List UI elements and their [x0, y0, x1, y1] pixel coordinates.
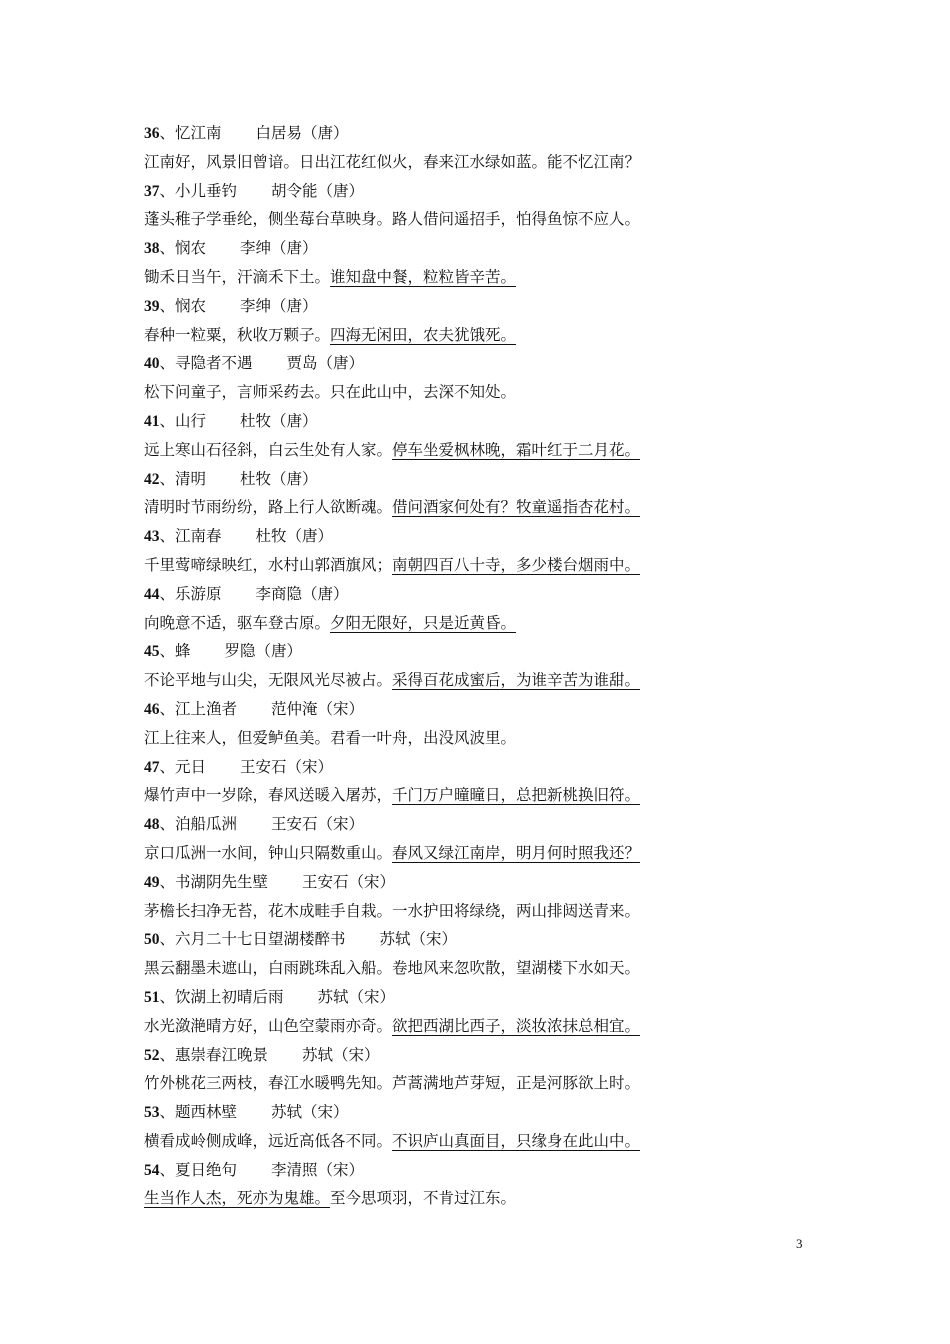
poem-text-plain: 京口瓜洲一水间，钟山只隔数重山。	[144, 843, 393, 862]
poem-text	[144, 1184, 844, 1213]
poem-text-plain: 蓬头稚子学垂纶，侧坐莓台草映身。路人借问遥招手，怕得鱼惊不应人。	[144, 210, 641, 229]
poem-heading	[144, 1156, 844, 1185]
poem-heading	[144, 925, 844, 954]
poem-text-plain: 水光潋滟晴方好，山色空蒙雨亦奇。	[144, 1016, 393, 1035]
poem-heading	[144, 753, 844, 782]
poem-text-plain: 春种一粒粟，秋收万颗子。	[144, 325, 331, 344]
poem-title: 、小儿垂钓	[159, 181, 238, 200]
poem-heading	[144, 349, 844, 378]
poem-text	[144, 1127, 844, 1156]
poem-author: 苏轼（宋）	[302, 1045, 380, 1064]
poem-text	[144, 839, 844, 868]
poem-list	[144, 119, 844, 1213]
poem-title: 、夏日绝句	[159, 1160, 238, 1179]
poem-text-underlined: 千门万户曈曈日，总把新桃换旧符。	[392, 786, 641, 805]
poem-number: 43	[144, 528, 160, 546]
poem-text	[144, 436, 844, 465]
poem-heading	[144, 580, 844, 609]
poem-title: 、题西林壁	[159, 1103, 238, 1122]
poem-number: 51	[144, 988, 160, 1006]
poem-text-underlined: 停车坐爱枫林晚，霜叶红于二月花。	[392, 440, 641, 459]
poem-heading	[144, 637, 844, 666]
poem-title: 、元日	[159, 757, 207, 776]
poem-text-underlined: 欲把西湖比西子，淡妆浓抹总相宜。	[392, 1016, 641, 1035]
poem-text-plain: 向晚意不适，驱车登古原。	[144, 613, 331, 632]
poem-title: 、江上渔者	[159, 699, 238, 718]
poem-author: 王安石（宋）	[271, 815, 365, 834]
poem-title: 、惠崇春江晚景	[159, 1045, 269, 1064]
poem-text	[144, 148, 844, 177]
poem-author: 李清照（宋）	[271, 1160, 365, 1179]
poem-title: 、山行	[159, 411, 207, 430]
poem-author: 苏轼（宋）	[317, 987, 396, 1006]
poem-heading	[144, 1098, 844, 1127]
poem-author: 苏轼（宋）	[271, 1103, 349, 1122]
poem-number: 53	[144, 1104, 160, 1122]
poem-number: 41	[144, 412, 160, 430]
poem-number: 48	[144, 816, 160, 834]
poem-title: 、忆江南	[159, 124, 222, 142]
poem-number: 39	[144, 297, 160, 315]
poem-author: 白居易（唐）	[255, 124, 349, 142]
poem-number: 36	[144, 125, 160, 142]
poem-author: 胡令能（唐）	[271, 181, 365, 200]
poem-heading	[144, 119, 844, 148]
poem-text-tail: 至今思项羽，不肯过江东。	[330, 1189, 517, 1208]
poem-text	[144, 724, 844, 753]
poem-heading	[144, 177, 844, 206]
poem-number: 46	[144, 700, 160, 718]
poem-author: 贾岛（唐）	[286, 354, 365, 373]
poem-number: 50	[144, 931, 160, 949]
poem-author: 王安石（宋）	[240, 757, 334, 776]
poem-text-plain: 竹外桃花三两枝，春江水暖鸭先知。芦蒿满地芦芽短，正是河豚欲上时。	[144, 1074, 641, 1093]
poem-text-plain: 江上往来人，但爱鲈鱼美。君看一叶舟，出没风波里。	[144, 728, 517, 747]
poem-text-underlined: 采得百花成蜜后，为谁辛苦为谁甜。	[392, 671, 641, 690]
poem-title: 、饮湖上初晴后雨	[159, 987, 284, 1006]
poem-text-plain: 松下问童子，言师采药去。只在此山中，去深不知处。	[144, 383, 517, 402]
poem-author: 罗隐（唐）	[224, 642, 303, 661]
poem-text-plain: 千里莺啼绿映红，水村山郭酒旗风；	[144, 555, 393, 574]
poem-text-plain: 锄禾日当午，汗滴禾下土。	[144, 267, 331, 286]
poem-text	[144, 205, 844, 234]
poem-heading	[144, 810, 844, 839]
poem-number: 37	[144, 182, 160, 200]
poem-number: 44	[144, 585, 160, 603]
poem-author: 杜牧（唐）	[240, 411, 318, 430]
poem-text	[144, 1069, 844, 1098]
poem-author: 苏轼（宋）	[379, 930, 458, 949]
poem-text	[144, 666, 844, 695]
poem-title: 、蜂	[159, 642, 191, 661]
poem-author: 王安石（宋）	[302, 872, 396, 891]
poem-text-underlined: 夕阳无限好，只是近黄昏。	[330, 613, 517, 632]
poem-text-underlined: 不识庐山真面目，只缘身在此山中。	[392, 1131, 641, 1150]
poem-number: 40	[144, 355, 160, 373]
poem-heading	[144, 465, 844, 494]
poem-text	[144, 1012, 844, 1041]
poem-number: 47	[144, 758, 160, 776]
poem-heading	[144, 1041, 844, 1070]
poem-text-plain: 江南好，风景旧曾谙。日出江花红似火，春来江水绿如蓝。能不忆江南？	[144, 152, 641, 171]
poem-title: 、悯农	[159, 296, 207, 315]
poem-text-plain: 不论平地与山尖，无限风光尽被占。	[144, 671, 393, 690]
poem-text	[144, 321, 844, 350]
poem-text	[144, 781, 844, 810]
poem-heading	[144, 234, 844, 263]
poem-number: 42	[144, 470, 160, 488]
poem-heading	[144, 868, 844, 897]
poem-text-underlined: 借问酒家何处有？牧童遥指杏花村。	[392, 498, 641, 517]
poem-title: 、江南春	[159, 527, 222, 546]
poem-heading	[144, 522, 844, 551]
poem-heading	[144, 407, 844, 436]
poem-author: 李绅（唐）	[240, 239, 318, 258]
poem-text-plain: 远上寒山石径斜，白云生处有人家。	[144, 440, 393, 459]
poem-number: 45	[144, 643, 160, 661]
poem-title: 、泊船瓜洲	[159, 815, 238, 834]
poem-text-plain: 清明时节雨纷纷，路上行人欲断魂。	[144, 498, 393, 517]
poem-title: 、六月二十七日望湖楼醉书	[159, 930, 346, 949]
poem-text-underlined: 南朝四百八十寺，多少楼台烟雨中。	[392, 555, 641, 574]
poem-text-plain: 爆竹声中一岁除，春风送暖入屠苏，	[144, 786, 393, 805]
poem-heading	[144, 292, 844, 321]
poem-number: 54	[144, 1161, 160, 1179]
poem-text	[144, 263, 844, 292]
poem-heading	[144, 695, 844, 724]
poem-title: 、悯农	[159, 239, 207, 258]
poem-author: 杜牧（唐）	[255, 527, 334, 546]
poem-text-underlined: 春风又绿江南岸，明月何时照我还？	[392, 843, 641, 862]
poem-text-plain: 黑云翻墨未遮山，白雨跳珠乱入船。卷地风来忽吹散，望湖楼下水如天。	[144, 959, 641, 978]
poem-title: 、乐游原	[159, 584, 222, 603]
page-number: 3	[796, 1236, 803, 1251]
poem-text	[144, 609, 844, 638]
poem-author: 范仲淹（宋）	[271, 699, 365, 718]
poem-number: 49	[144, 873, 160, 891]
poem-author: 李绅（唐）	[240, 296, 318, 315]
poem-text-underlined: 四海无闲田，农夫犹饿死。	[330, 325, 517, 344]
poem-heading	[144, 983, 844, 1012]
poem-text-underlined: 谁知盘中餐，粒粒皆辛苦。	[330, 267, 517, 286]
poem-text	[144, 954, 844, 983]
poem-title: 、寻隐者不遇	[159, 354, 253, 373]
poem-text-plain: 横看成岭侧成峰，远近高低各不同。	[144, 1131, 393, 1150]
poem-author: 李商隐（唐）	[255, 584, 349, 603]
poem-title: 、清明	[159, 469, 207, 488]
poem-author: 杜牧（唐）	[240, 469, 318, 488]
poem-number: 52	[144, 1046, 160, 1064]
poem-text	[144, 897, 844, 926]
poem-text-plain: 茅檐长扫净无苔，花木成畦手自栽。一水护田将绿绕，两山排闼送青来。	[144, 901, 641, 920]
poem-number: 38	[144, 240, 160, 258]
poem-text	[144, 378, 844, 407]
poem-text-underlined: 生当作人杰，死亦为鬼雄。	[144, 1189, 331, 1208]
poem-text	[144, 551, 844, 580]
poem-text	[144, 493, 844, 522]
poem-title: 、书湖阴先生壁	[159, 872, 269, 891]
